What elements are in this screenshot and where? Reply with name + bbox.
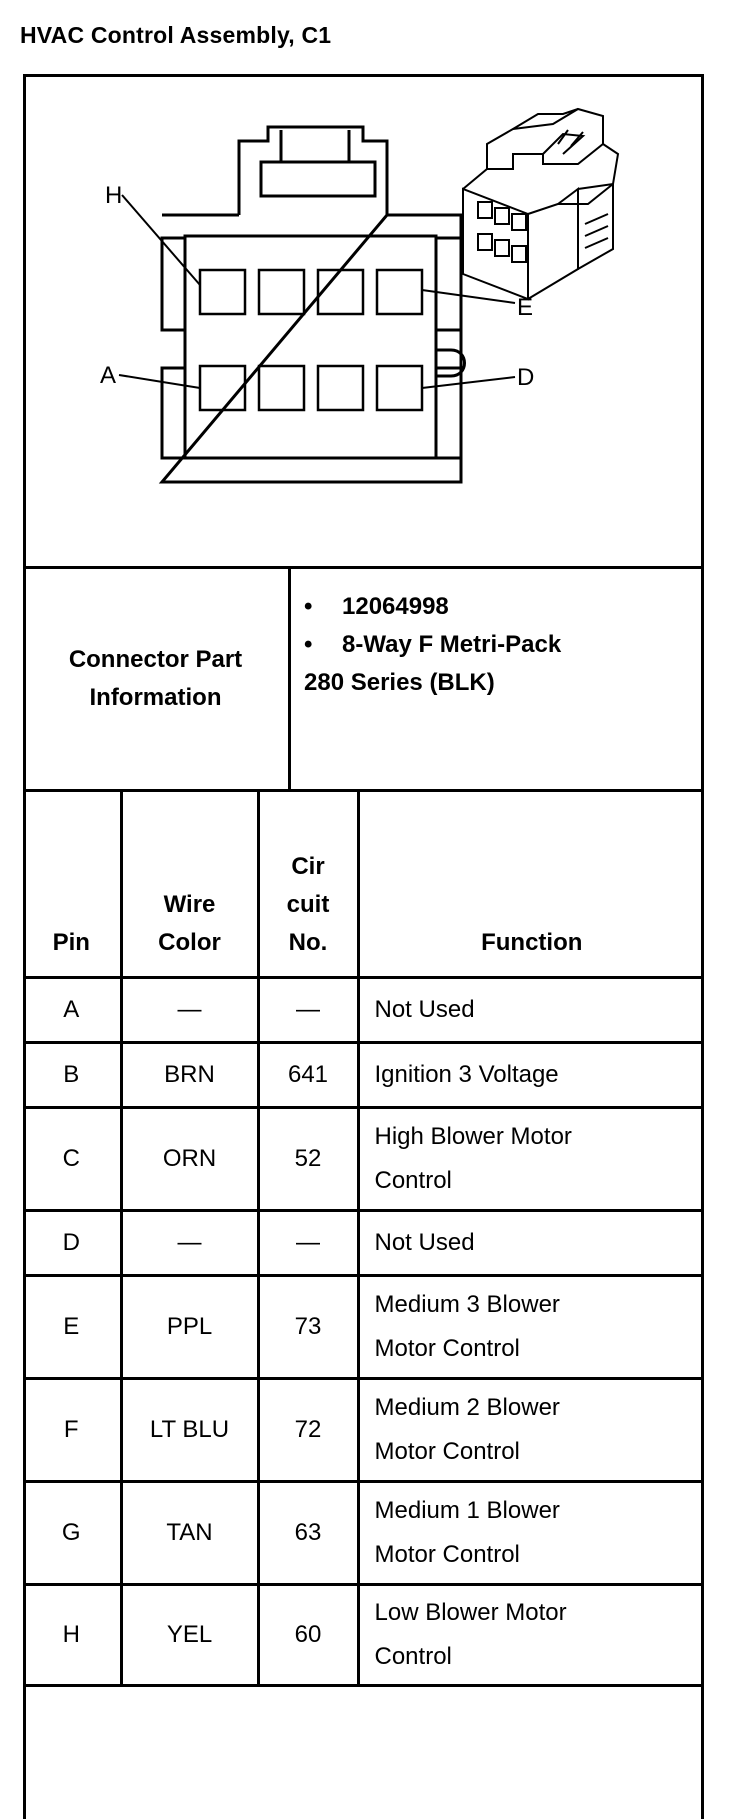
function-cell: High Blower Motor Control [358,1107,704,1210]
circuit-cell: 52 [258,1107,358,1210]
circuit-cell: 60 [258,1584,358,1685]
header-circuit-no: Cir cuit No. [258,792,358,977]
pin-cell: E [23,1275,121,1378]
function-cell: Ignition 3 Voltage [358,1042,704,1107]
wire-color-cell: BRN [121,1042,258,1107]
function-cell: Medium 2 Blower Motor Control [358,1378,704,1481]
circuit-cell: — [258,1210,358,1275]
info-label-line2: Information [89,684,222,711]
table-header-row [23,792,704,977]
part-number: 12064998 [342,593,449,620]
function-cell: Not Used [358,977,704,1042]
table-row [23,1378,704,1481]
pin-cell: H [23,1584,121,1685]
description-line [304,626,694,664]
info-label-line1: Connector Part [68,646,243,673]
connector-housing [162,127,465,482]
table-row [23,1107,704,1210]
circuit-cell: — [258,977,358,1042]
connector-isometric-view [463,109,618,299]
bullet: • [304,631,313,658]
function-cell: Medium 3 Blower Motor Control [358,1275,704,1378]
pin-cell: A [23,977,121,1042]
connector-part-info-values [304,588,694,702]
pin-cavities [200,270,422,410]
wire-color-cell: YEL [121,1584,258,1685]
wire-color-cell: — [121,1210,258,1275]
wire-color-cell: — [121,977,258,1042]
wire-color-cell: ORN [121,1107,258,1210]
circuit-cell: 641 [258,1042,358,1107]
wire-color-cell: TAN [121,1481,258,1584]
table-row [23,1042,704,1107]
header-function: Function [358,792,704,977]
connector-part-info-label [23,569,291,789]
connector-diagram-panel [23,74,704,569]
table-row [23,1210,704,1275]
part-number-line [304,588,694,626]
page-title: HVAC Control Assembly, C1 [20,22,332,48]
function-cell: Low Blower Motor Control [358,1584,704,1685]
pin-cell: G [23,1481,121,1584]
callout-d: D [517,364,535,391]
table-row [23,1584,704,1685]
header-pin: Pin [23,792,121,977]
circuit-cell: 73 [258,1275,358,1378]
pin-cell: C [23,1107,121,1210]
circuit-cell: 63 [258,1481,358,1584]
callout-h: H [105,182,123,209]
pin-cell: D [23,1210,121,1275]
connector-part-info [23,569,704,792]
pin-table [23,792,704,1687]
bullet: • [304,593,313,620]
table-row [23,977,704,1042]
function-cell: Not Used [358,1210,704,1275]
callout-e: E [517,294,534,321]
wire-color-cell: PPL [121,1275,258,1378]
table-row [23,1275,704,1378]
pin-cell: B [23,1042,121,1107]
connector-face-drawing [23,74,704,569]
connector-description: 8-Way F Metri-Pack [342,631,562,658]
table-row [23,1481,704,1584]
circuit-cell: 72 [258,1378,358,1481]
callout-a: A [100,362,117,389]
header-wire-color: Wire Color [121,792,258,977]
function-cell: Medium 1 Blower Motor Control [358,1481,704,1584]
connector-series: 280 Series (BLK) [304,669,495,696]
pin-cell: F [23,1378,121,1481]
wire-color-cell: LT BLU [121,1378,258,1481]
